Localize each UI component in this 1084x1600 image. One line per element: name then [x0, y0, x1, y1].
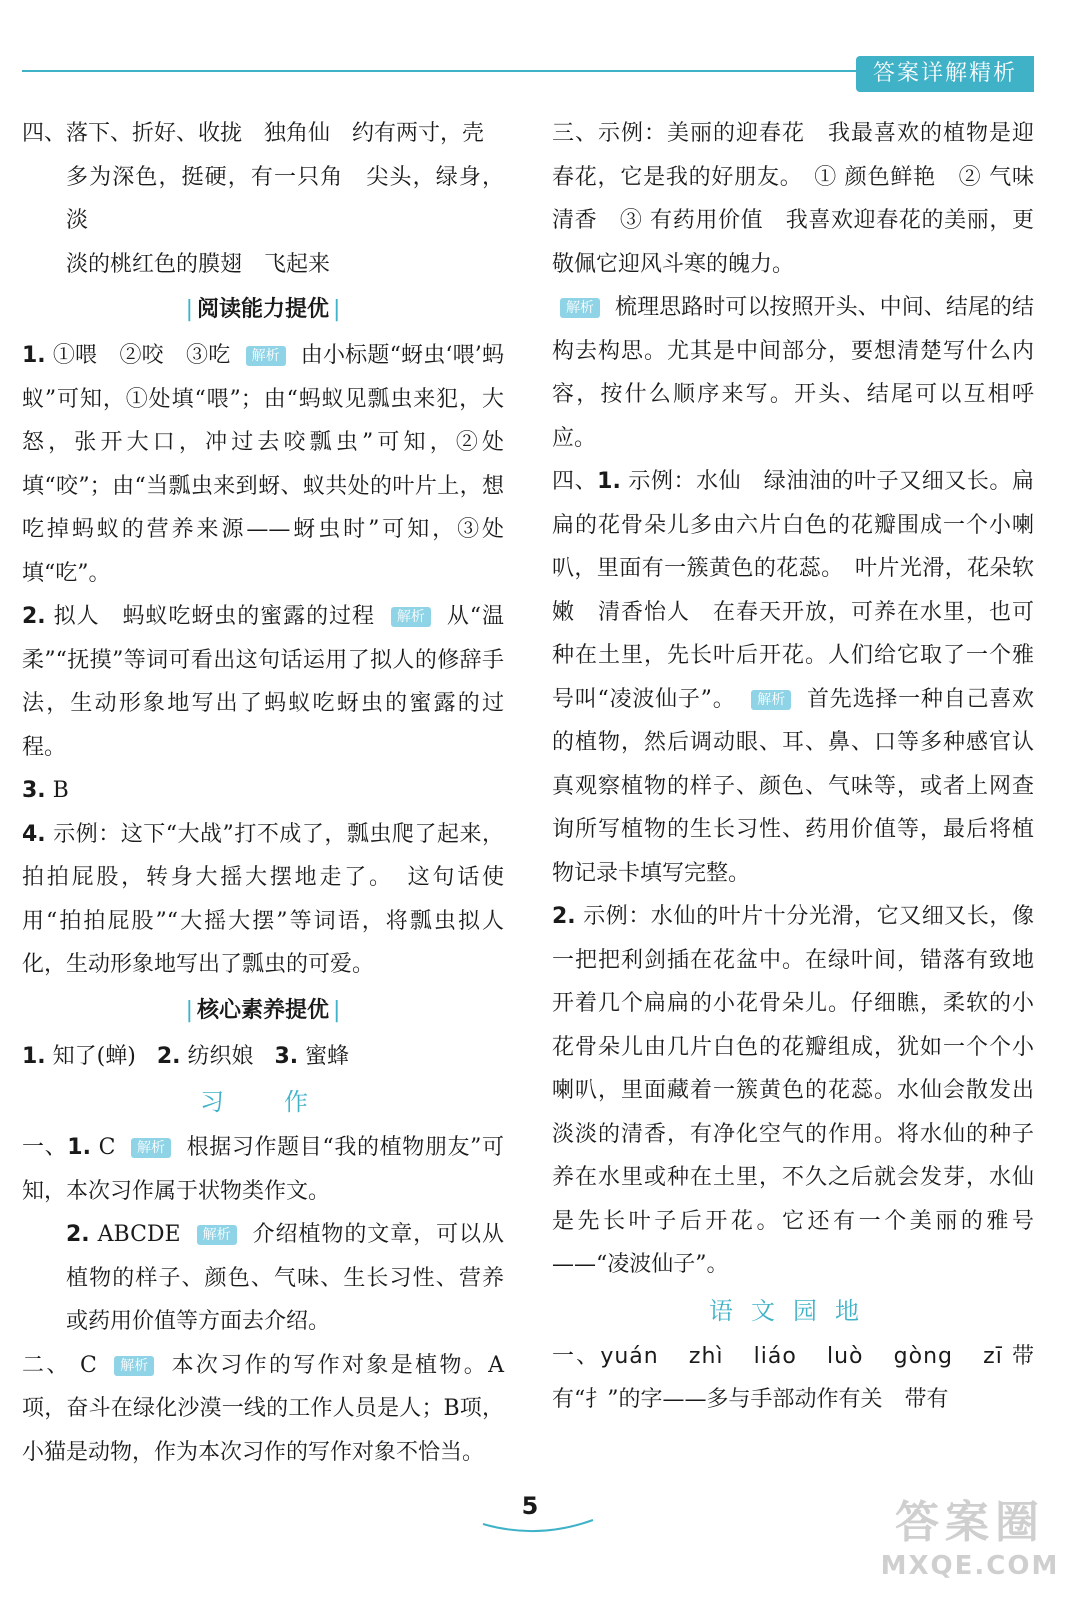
q4-line-3: 淡的桃红色的膜翅 飞起来: [66, 251, 331, 277]
right-column: [552, 112, 1034, 1422]
reading-q2: 2. 拟人 蚂蚁吃蚜虫的蜜露的过程 解析 从“温柔”“抚摸”等词可看出这句话运用了拟人的修辞手法，生动形象地写出了蚂蚁吃蚜虫的蜜露的过程。: [22, 604, 504, 760]
header-tab: 答案详解精析: [856, 56, 1034, 92]
section-3-note: 解析 梳理思路时可以按照开头、中间、结尾的结构去构思。尤其是中间部分，要想清楚写什么内容，按什么顺序来写。开头、结尾可以互相呼应。: [552, 295, 1034, 451]
q4-line-2: 多为深色，挺硬，有一只角 尖头，绿身，淡: [66, 164, 504, 233]
core-answers: 1. 知了(蝉) 2. 纺织娘 3. 蜜蜂: [22, 1043, 350, 1069]
writing-q1-2: 2. ABCDE 解析 介绍植物的文章，可以从植物的样子、颜色、气味、生长习性、营养或药用价值等方面去介绍。: [66, 1222, 505, 1334]
section-title-garden: 语文园地: [709, 1296, 877, 1325]
q4-line-1: 四、落下、折好、收拢 独角仙 约有两寸，壳: [22, 121, 485, 146]
section-4-q2: 2. 示例：水仙的叶片十分光滑，它又细又长，像一把把利剑插在花盆中。在绿叶间，错落有致地开着几个扁扁的小花骨朵儿。仔细瞧，柔软的小花骨朵儿由几片白色的花瓣组成，犹如一个个小喇叭，里面藏着一簇黄色的花蕊。水仙会散发出淡淡的清香，有净化空气的作用。将水仙的种子养在水里或种在土里，不久之后就会发芽，水仙是先长叶子后开花。它还有一个美丽的雅号——“凌波仙子”。: [552, 904, 1034, 1277]
section-title-writing: 习 作: [200, 1088, 326, 1116]
reading-q4: 4. 示例：这下“大战”打不成了，瓢虫爬了起来，拍拍屁股，转身大摇大摆地走了。 这句话使用“拍拍屁股”“大摇大摆”等词语，将瓢虫拟人化，生动形象地写出了瓢虫的可爱。: [22, 821, 504, 977]
analysis-badge: 解析: [246, 346, 286, 366]
header-rule: [22, 70, 867, 72]
writing-q1-1: 一、1. C 解析 根据习作题目“我的植物朋友”可知，本次习作属于状物类作文。: [22, 1135, 504, 1204]
section-3-answer: 三、示例：美丽的迎春花 我最喜欢的植物是迎春花，它是我的好朋友。 ① 颜色鲜艳 ② 气味清香 ③ 有药用价值 我喜欢迎春花的美丽，更敬佩它迎风斗寒的魄力。: [552, 121, 1034, 277]
pinyin-line: yuán zhì liáo luò gòng zī: [600, 1343, 1003, 1369]
left-column: [22, 112, 504, 1474]
analysis-badge: 解析: [751, 690, 791, 710]
analysis-badge: 解析: [197, 1225, 237, 1245]
garden-q1: 一、yuán zhì liáo luò gòng zī 带有“扌”的字——多与手部动作有关 带有: [552, 1343, 1034, 1412]
analysis-badge: 解析: [131, 1138, 171, 1158]
section-4-q1: 四、1. 示例：水仙 绿油油的叶子又细又长。扁扁的花骨朵儿多由六片白色的花瓣围成一个小喇叭，里面有一簇黄色的花蕊。 叶片光滑，花朵软嫩 清香怡人 在春天开放，可养在水里，也可种在土里，先长叶后开花。人们给它取了一个雅号叫“凌波仙子”。 解析 首先选择一种自己喜欢的植物，然后调动眼、耳、鼻、口等多种感官认真观察植物的样子、颜色、气味等，或者上网查询所写植物的生长习性、药用价值等，最后将植物记录卡填写完整。: [552, 469, 1035, 886]
analysis-badge: 解析: [560, 298, 600, 318]
watermark-logo: 答案圈 MXQE.COM: [880, 1497, 1060, 1581]
section-heading-core: | 核心素养提优 |: [185, 997, 341, 1023]
reading-q1: 1. ①喂 ②咬 ③吃 解析 由小标题“蚜虫‘喂’蚂蚁”可知，①处填“喂”；由“蚂蚁见瓢虫来犯，大怒，张开大口，冲过去咬瓢虫”可知，②处填“咬”；由“当瓢虫来到蚜、蚁共处的叶片上，想吃掉蚂蚁的营养来源——蚜虫时”可知，③处填“吃”。: [22, 343, 504, 586]
section-heading-reading: | 阅读能力提优 |: [185, 297, 341, 322]
analysis-badge: 解析: [114, 1356, 154, 1376]
page-number-decoration: [478, 1518, 598, 1538]
writing-q2: 二、 C 解析 本次习作的写作对象是植物。A项，奋斗在绿化沙漠一线的工作人员是人；B项，小猫是动物，作为本次习作的写作对象不恰当。: [22, 1352, 504, 1465]
page-number: 5: [521, 1492, 539, 1520]
analysis-badge: 解析: [391, 607, 431, 627]
reading-q3: 3. B: [22, 778, 69, 803]
